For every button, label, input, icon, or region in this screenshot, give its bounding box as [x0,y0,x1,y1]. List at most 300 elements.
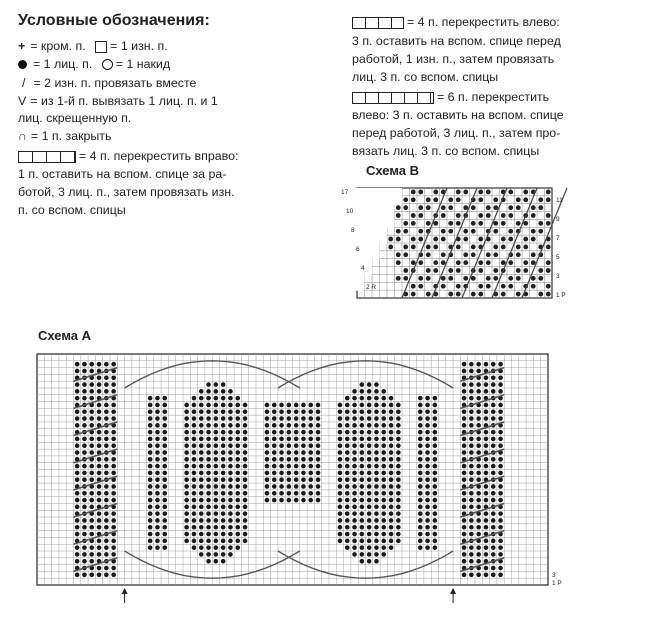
knit-dot [476,518,481,523]
knit-dot [352,525,357,530]
legend-cross-right: = 4 п. перекрестить вправо: [18,148,238,165]
knit-dot [162,532,167,537]
knit-dot [484,552,489,557]
knit-dot [389,539,394,544]
knit-dot [155,423,160,428]
knit-dot [221,409,226,414]
knit-dot [235,457,240,462]
knit-dot [75,525,80,530]
knit-dot [476,369,481,374]
knit-dot [426,276,431,281]
knit-dot [493,197,498,202]
knit-dot [192,396,197,401]
knit-dot [338,477,343,482]
knit-dot [531,237,536,242]
knit-dot [97,572,102,577]
knit-dot [148,505,153,510]
knit-dot [265,443,270,448]
knit-dot [508,229,513,234]
knit-dot [287,464,292,469]
knit-dot [381,532,386,537]
knit-dot [396,409,401,414]
knit-dot [462,559,467,564]
row-number-left: 4 [361,265,365,272]
knit-dot [484,498,489,503]
knit-dot [111,539,116,544]
knit-dot [192,437,197,442]
knit-dot [403,245,408,250]
knit-dot [243,457,248,462]
knit-dot [396,471,401,476]
row-number-left: 2 R [366,284,377,291]
knit-dot [501,260,506,265]
knit-dot [486,276,491,281]
knit-dot [374,396,379,401]
knit-dot [352,545,357,550]
knit-dot [199,450,204,455]
knit-dot [206,464,211,469]
knit-dot [469,552,474,557]
knit-dot [75,450,80,455]
knit-dot [235,423,240,428]
knit-dot [338,518,343,523]
knit-dot [493,276,498,281]
knit-dot [89,389,94,394]
knit-dot [456,213,461,218]
knit-dot [221,450,226,455]
knit-dot [82,464,87,469]
knit-dot [508,213,513,218]
knit-dot [199,423,204,428]
knit-dot [214,423,219,428]
knit-dot [478,190,483,195]
knit-dot [484,403,489,408]
knit-dot [279,477,284,482]
knit-dot [374,518,379,523]
knit-dot [184,532,189,537]
knit-dot [388,245,393,250]
knit-dot [287,437,292,442]
knit-dot [162,416,167,421]
knit-dot [162,403,167,408]
knit-dot [462,464,467,469]
knit-dot [531,276,536,281]
knit-dot [345,471,350,476]
knit-dot [360,511,365,516]
knit-dot [433,464,438,469]
knit-dot [199,389,204,394]
knit-dot [214,457,219,462]
knit-dot [316,471,321,476]
knit-dot [104,518,109,523]
knit-dot [184,443,189,448]
knit-dot [476,450,481,455]
knit-dot [206,457,211,462]
knit-dot [388,237,393,242]
knit-dot [352,443,357,448]
knit-dot [352,518,357,523]
knit-dot [491,471,496,476]
chart-step [356,196,402,204]
knit-dot [403,268,408,273]
knit-dot [360,484,365,489]
knit-dot [426,292,431,297]
knit-dot [491,457,496,462]
knit-dot [155,403,160,408]
knit-dot [538,221,543,226]
knit-dot [97,511,102,516]
knit-dot [352,511,357,516]
knit-dot [184,505,189,510]
knit-dot [367,443,372,448]
legend-cross-left6-line3: перед работой, 3 лиц. п., затем про- [352,126,561,140]
knit-dot [531,205,536,210]
knit-dot [243,423,248,428]
knit-dot [243,403,248,408]
knit-dot [471,229,476,234]
knit-dot [97,464,102,469]
knit-dot [97,403,102,408]
knit-dot [338,471,343,476]
knit-dot [82,525,87,530]
row-number-left: 8 [351,227,355,234]
knit-dot [418,416,423,421]
knit-dot [538,197,543,202]
knit-dot [235,511,240,516]
knit-dot [301,423,306,428]
knit-dot [82,443,87,448]
knit-dot [162,471,167,476]
knit-dot [235,505,240,510]
knit-dot [308,443,313,448]
knit-dot [199,416,204,421]
knit-dot [111,375,116,380]
knit-dot [338,409,343,414]
knit-dot [221,416,226,421]
knit-dot [418,484,423,489]
knit-dot [418,276,423,281]
knit-dot [338,532,343,537]
knit-dot [345,457,350,462]
knit-dot [476,471,481,476]
knit-dot [433,545,438,550]
knit-dot [352,437,357,442]
knit-dot [97,552,102,557]
knit-dot [199,430,204,435]
knit-dot [75,552,80,557]
knit-dot [104,457,109,462]
knit-dot [97,457,102,462]
knit-dot [214,498,219,503]
knit-dot [491,430,496,435]
knit-dot [214,477,219,482]
knit-dot [538,205,543,210]
legend-cross-right-line2: 1 п. оставить на вспом. спице за ра- [18,167,227,181]
knit-dot [462,498,467,503]
knit-dot [155,396,160,401]
knit-dot [433,430,438,435]
knit-dot [463,237,468,242]
knit-dot [192,491,197,496]
knit-dot [491,545,496,550]
knit-dot [228,396,233,401]
knit-dot [516,221,521,226]
knit-dot [221,505,226,510]
knit-dot [469,505,474,510]
knit-dot [508,205,513,210]
knit-dot [199,443,204,448]
knit-dot [287,409,292,414]
knit-dot [516,292,521,297]
knit-dot [471,252,476,257]
chart-step [356,219,395,227]
knit-dot [199,396,204,401]
knit-dot [316,416,321,421]
knit-dot [360,403,365,408]
knit-dot [538,229,543,234]
knit-dot [381,409,386,414]
knit-dot [469,532,474,537]
knit-dot [501,213,506,218]
knit-dot [462,382,467,387]
bind-off-icon: ∩ [18,129,27,143]
knit-dot [155,409,160,414]
knit-dot [214,539,219,544]
knit-dot [221,437,226,442]
knit-dot [433,197,438,202]
knit-dot [381,477,386,482]
knit-dot [476,464,481,469]
knit-dot [462,572,467,577]
knit-dot [155,437,160,442]
knit-dot [287,457,292,462]
knit-dot [111,389,116,394]
knit-dot [89,443,94,448]
chart-step [356,204,395,212]
knit-dot [184,409,189,414]
knit-dot [484,389,489,394]
knit-dot [411,237,416,242]
legend-row-decrease: / = 2 изн. п. провязать вместе [22,76,197,90]
knit-dot [162,505,167,510]
knit-dot [155,443,160,448]
knit-dot [206,484,211,489]
knit-dot [498,464,503,469]
knit-dot [199,464,204,469]
knit-dot [418,396,423,401]
knit-dot [265,437,270,442]
knit-dot [367,477,372,482]
knit-dot [469,443,474,448]
knit-dot [433,409,438,414]
knit-dot [374,450,379,455]
knit-dot [287,477,292,482]
knit-dot [367,382,372,387]
knit-dot [192,511,197,516]
knit-dot [448,292,453,297]
knit-dot [374,477,379,482]
knit-dot [441,237,446,242]
knit-dot [396,213,401,218]
knit-dot [104,498,109,503]
knit-dot [206,525,211,530]
knit-dot [418,464,423,469]
knit-dot [75,382,80,387]
knit-dot [82,498,87,503]
knit-dot [476,437,481,442]
knit-dot [501,237,506,242]
knit-dot [498,382,503,387]
knit-dot [367,409,372,414]
knit-dot [491,572,496,577]
knit-dot [462,532,467,537]
knit-dot [418,205,423,210]
knit-dot [104,491,109,496]
knit-dot [308,437,313,442]
knit-dot [498,362,503,367]
knit-dot [360,423,365,428]
knit-dot [367,464,372,469]
knit-dot [184,430,189,435]
knit-dot [199,409,204,414]
knit-dot [486,284,491,289]
knit-dot [89,525,94,530]
knit-dot [148,539,153,544]
knit-dot [82,437,87,442]
knit-dot [389,498,394,503]
knit-dot [476,396,481,401]
knit-dot [221,464,226,469]
knit-dot [374,430,379,435]
knit-dot [433,221,438,226]
chart-step [356,212,395,220]
knit-dot [486,260,491,265]
knit-dot [538,268,543,273]
knit-dot [104,430,109,435]
knit-dot [486,190,491,195]
knit-dot [448,229,453,234]
knit-dot [192,518,197,523]
knit-dot [425,416,430,421]
v-stitch-icon: V [18,94,27,108]
knit-dot [374,525,379,530]
knit-dot [206,518,211,523]
knit-dot [484,362,489,367]
knit-dot [228,450,233,455]
knit-dot [418,437,423,442]
knit-dot [221,525,226,530]
knit-dot [425,403,430,408]
knit-dot [97,437,102,442]
knit-dot [294,430,299,435]
knit-dot [374,491,379,496]
knit-dot [381,471,386,476]
knit-dot [184,484,189,489]
knit-dot [441,260,446,265]
knit-dot [360,437,365,442]
knit-dot [82,518,87,523]
knit-dot [199,525,204,530]
knit-dot [478,284,483,289]
knit-dot [403,276,408,281]
knit-dot [462,552,467,557]
knit-dot [491,566,496,571]
knit-dot [418,525,423,530]
knit-dot [469,559,474,564]
knit-dot [89,532,94,537]
knit-dot [345,477,350,482]
knit-dot [162,430,167,435]
arrow-marker [122,588,128,594]
knit-dot [381,389,386,394]
knit-dot [308,416,313,421]
knit-dot [279,423,284,428]
row-number-right: 7 [556,235,560,242]
knit-dot [199,498,204,503]
knit-dot [389,409,394,414]
knit-dot [148,450,153,455]
knit-dot [265,430,270,435]
knit-dot [265,416,270,421]
knit-dot [418,539,423,544]
knit-dot [221,382,226,387]
knit-dot [396,205,401,210]
knit-dot [111,552,116,557]
knit-dot [546,245,551,250]
knit-dot [111,409,116,414]
knit-dot [425,443,430,448]
knit-dot [425,450,430,455]
knit-dot [381,396,386,401]
knit-dot [82,389,87,394]
knit-dot [501,292,506,297]
knit-dot [97,498,102,503]
knit-dot [221,491,226,496]
knit-dot [155,505,160,510]
knit-dot [192,416,197,421]
knit-dot [389,443,394,448]
knit-dot [498,552,503,557]
knit-dot [279,437,284,442]
knit-dot [155,511,160,516]
knit-dot [478,213,483,218]
knit-dot [235,450,240,455]
knit-dot [199,437,204,442]
knit-dot [228,552,233,557]
row-number-right: 9 [556,216,560,223]
knit-dot [214,491,219,496]
knit-dot [97,525,102,530]
knit-dot [82,409,87,414]
knit-dot [82,369,87,374]
knit-dot [469,369,474,374]
plus-icon: + [18,39,26,53]
knit-dot [235,539,240,544]
knit-dot [498,491,503,496]
knit-dot [418,471,423,476]
knit-dot [243,539,248,544]
knit-dot [243,505,248,510]
knit-dot [396,532,401,537]
knit-dot [374,471,379,476]
knit-dot [469,498,474,503]
knit-dot [75,369,80,374]
knit-dot [206,539,211,544]
knit-dot [433,245,438,250]
knit-dot [192,484,197,489]
knit-dot [411,245,416,250]
knit-dot [498,443,503,448]
